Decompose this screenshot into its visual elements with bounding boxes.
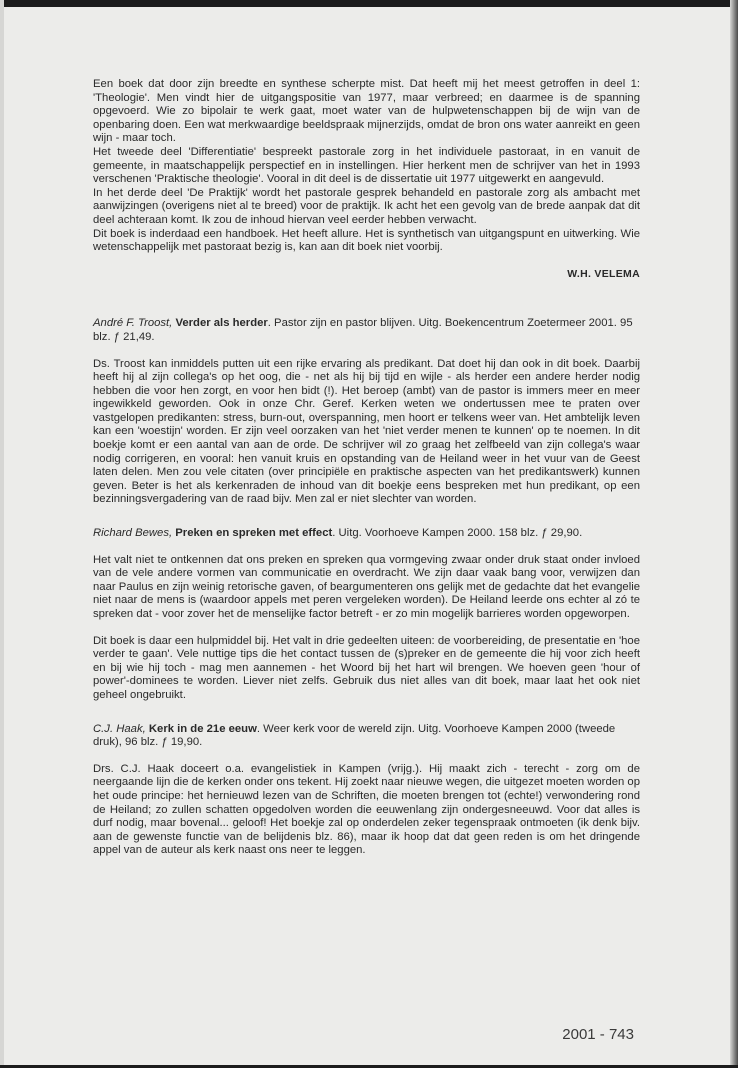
paragraph: In het derde deel 'De Praktijk' wordt het pastorale gesprek behandeld en pastorale zorg als ambacht met aanwijzingen (overigens niet al te breed) voor de praktijk. Ik acht het een gevolg van de brede aanpak dat dit deel achteraan komt. Ik zou de inhoud hiervan veel eerder hebben verwacht. [93, 186, 640, 226]
book-citation [93, 527, 640, 541]
book-details: . Pastor zijn en pastor blijven. Uitg. Boekencentrum Zoetermeer 2001. 95 blz. ƒ 21,49. [93, 317, 633, 343]
page-body [93, 78, 640, 858]
book-author: C.J. Haak, [93, 722, 146, 735]
review-continuation [93, 78, 640, 281]
book-author: André F. Troost, [93, 317, 173, 330]
paragraph: Dit boek is inderdaad een handboek. Het heeft allure. Het is synthetisch van uitgangspunt en uitwerking. Wie wetenschappelijk met pastoraat bezig is, kan aan dit boek niet voorbij. [93, 227, 640, 254]
reviewer-signature: W.H. VELEMA [567, 267, 640, 280]
book-details: . Uitg. Voorhoeve Kampen 2000. 158 blz. ƒ 29,90. [332, 527, 583, 540]
book-author: Richard Bewes, [93, 527, 173, 540]
paragraph: Het tweede deel 'Differentiatie' bespreekt pastorale zorg in het individuele pastoraat, in en vanuit de gemeente, in maatschappelijk perspectief en in instellingen. Hier herkent men de schrijver van het in 1993 verschenen 'Praktische theologie'. Vooral in dit deel is de dissertatie uit 1977 uitgewerkt en aangevuld. [93, 145, 640, 186]
book-details: . Weer kerk voor de wereld zijn. Uitg. Voorhoeve Kampen 2000 (tweede druk), 96 blz. ƒ 19,90. [93, 722, 616, 749]
paragraph: Dit boek is daar een hulpmiddel bij. Het valt in drie gedeelten uiteen: de voorbereiding, de presentatie en 'hoe verder te gaan'. Vele nuttige tips die het contact tussen de (s)preker en de gemeente die hij voor zich heeft en bij wie hij toch - mag men aannemen - het Woord bij het hart wil brengen. We hoeven geen 'hour of power'-dominees te worden. Liever niet zelfs. Gebruik dus niet alles van dit boek, maar laat het ook niet geheel ongebruikt. [93, 634, 640, 701]
scan-edge-left [0, 0, 4, 1068]
paragraph: Het valt niet te ontkennen dat ons preken en spreken qua vormgeving zwaar onder druk staat onder invloed van de vele andere vormen van communicatie en overdracht. We zijn daar vaak bang voor, verwijzen dan naar Paulus en zijn weinig retorische gaven, of beargumenteren ons gelijk met de gedachte dat het evangelie niet naar de mens is (waardoor appels met peren vergeleken worden). De Heiland leerde ons echter al zó te spreken dat - voor zover het de menselijke factor betreft - er zo min mogelijk barrieres worden opgeworpen. [93, 553, 640, 620]
paragraph: Een boek dat door zijn breedte en synthese scherpte mist. Dat heeft mij het meest getroffen in deel 1: 'Theologie'. Men vindt hier de uitgangspositie van 1977, maar verbreed; en daarmee is de spanning opgevoerd. Wie zo bipolair te werk gaat, moet water van de hulpwetenschappen bij de wijn van de openbaring doen. Een wat merkwaardige beeldspraak mijnerzijds, omdat de bron ons water aanreikt en geen wijn - maar toch. [93, 78, 640, 145]
paragraph: Drs. C.J. Haak doceert o.a. evangelistiek in Kampen (vrijg.). Hij maakt zich - terecht - zorg om de neergaande lijn die de kerken onder ons tekent. Hij zoekt naar nieuwe wegen, die uitgezet moeten worden op het oude principe: het hernieuwd lezen van de Schriften, die moeten brengen tot (echte!) verwondering rond de Heiland; zo zullen schatten opgedolven worden die eeuwenlang zijn ondergesneeuwd. Voor dat alles is durf nodig, maar bovenal... geloof! Het boekje zal op onderdelen zeker tegenspraak ontmoeten (ik denk bijv. aan de gewenste functie van de belijdenis blz. 86), maar ik hoop dat dat geen reden is om het dringende appel van de auteur als kerk naast ons neer te leggen. [93, 762, 640, 857]
book-citation [93, 317, 640, 344]
book-title: Kerk in de 21e eeuw [148, 722, 257, 735]
review-troost [93, 317, 640, 507]
scan-edge-top [0, 0, 738, 7]
book-title: Verder als herder [175, 317, 268, 330]
page-number: 2001 - 743 [562, 1026, 634, 1043]
paragraph: Ds. Troost kan inmiddels putten uit een rijke ervaring als predikant. Dat doet hij dan ook in dit boek. Daarbij heeft hij al zijn collega's op het oog, die - net als hij bij tijd en wijle - als herder een andere herder nodig hebben die voor hen zorgt, en voor hen bidt (!). Het beroep (ambt) van de pastor is immers meer en meer ingewikkeld geworden. Ook in onze Chr. Geref. Kerken weten we ondertussen mee te praten over vastgelopen predikanten: stress, burn-out, overspanning, men hoort er telkens weer van. Het ambtelijk leven kan een 'woestijn' worden. Er zijn veel oorzaken van het 'niet verder menen te kunnen' op te noemen. In dit boekje komt er een aantal van aan de orde. De schrijver wil zo graag het zelfbeeld van zijn collega's waar nodig corrigeren, en vooral: hen vanuit kruis en opstanding van de Heiland weer in het vuur van de Geest laten delen. Men zou vele citaten (over principiële en praktische aspecten van het predikantswerk) kunnen geven. Beter is het als kerkenraden de inhoud van dit boekje eens bespreken met hun predikant, op een bezinningsvergadering van de raad bijv. Men zal er niet slechter van worden. [93, 357, 640, 506]
review-bewes [93, 527, 640, 703]
book-title: Preken en spreken met effect [175, 527, 333, 540]
book-citation [93, 723, 640, 750]
review-haak [93, 723, 640, 858]
scan-edge-right [730, 0, 738, 1068]
